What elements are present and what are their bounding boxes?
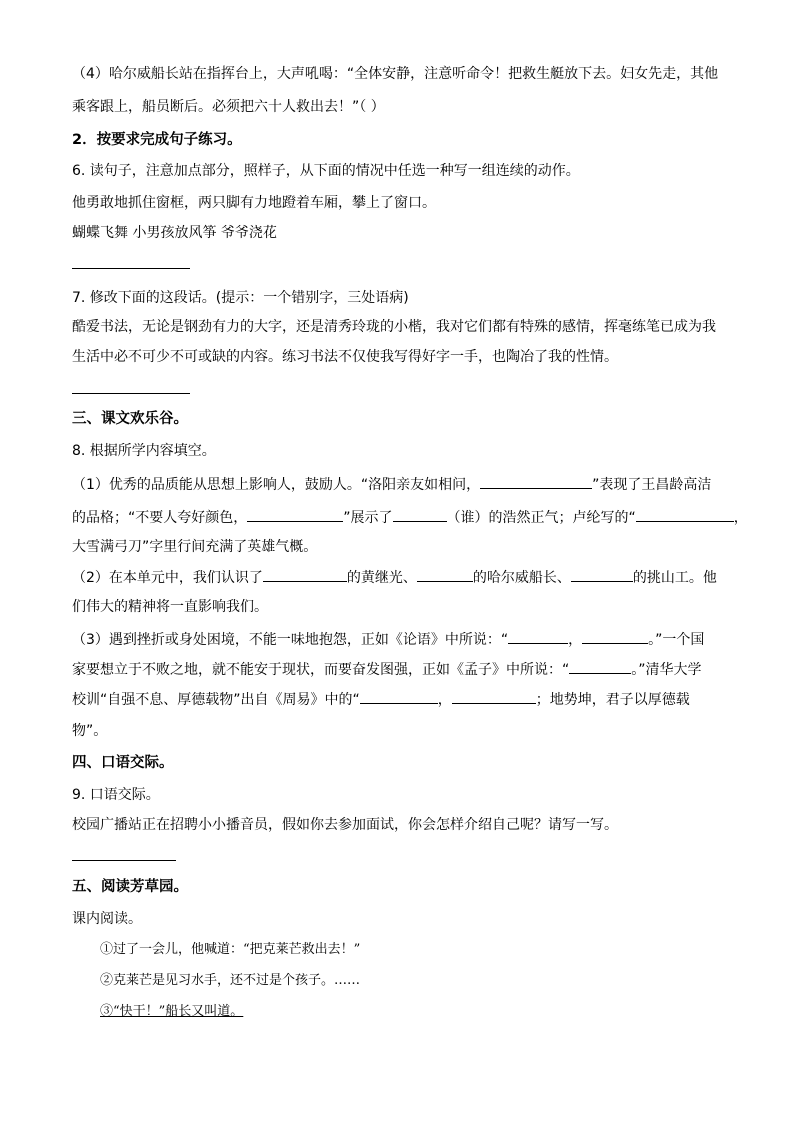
q6-answer-line[interactable] (72, 268, 190, 269)
q8-prompt: 8. 根据所学内容填空。 (72, 443, 216, 459)
q8-p2-text-b: 的黄继光、 (346, 570, 417, 586)
q8-part3-line3 (72, 689, 690, 710)
section3-heading: 三、课文欢乐谷。 (72, 411, 188, 427)
q8-p3-text-b: ， (568, 632, 583, 648)
q8-p3-text-e: 。”清华大学 (631, 662, 702, 678)
q9-answer-line[interactable] (72, 860, 176, 861)
blank-lunyu-2[interactable] (582, 629, 648, 644)
q6-options: 蝴蝶飞舞 小男孩放风筝 爷爷浇花 (72, 225, 277, 241)
q7-prompt: 7. 修改下面的这段话。(提示：一个错别字，三处语病) (72, 290, 409, 306)
q8-part1-line1 (72, 474, 711, 495)
blank-huang[interactable] (263, 567, 347, 582)
reading-sentence-2: ②克莱芒是见习水手，还不过是个孩子。…… (100, 973, 361, 988)
section2-heading: 2．按要求完成句子练习。 (72, 132, 242, 148)
blank-captain[interactable] (417, 567, 473, 582)
blank-lunyu-1[interactable] (508, 629, 568, 644)
section4-heading: 四、口语交际。 (72, 755, 174, 771)
q8-part2-line2: 们伟大的精神将一直影响我们。 (72, 599, 268, 615)
q7-line2: 生活中必不可少不可或缺的内容。练习书法不仅使我写得好字一手，也陶冶了我的性情。 (72, 349, 618, 365)
blank-zhouyi-2[interactable] (452, 689, 536, 704)
q7-line1: 酷爱书法，无论是钢劲有力的大字，还是清秀玲珑的小楷，我对它们都有特殊的感情，挥毫练笔已成为我 (72, 319, 716, 335)
q8-part2-line1 (72, 567, 717, 588)
q8-p3-text-h: ；地势坤，君子以厚德载 (535, 692, 690, 708)
blank-poem-1[interactable] (480, 474, 592, 489)
q8-part3-line4: 物”。 (72, 723, 108, 739)
q9-prompt: 9. 口语交际。 (72, 787, 160, 803)
q8-p1-text-a: （1）优秀的品质能从思想上影响人，鼓励人。“洛阳亲友如相问， (72, 477, 481, 493)
q8-p1-text-c: 的品格；“不要人夸好颜色， (72, 510, 248, 526)
blank-poem-3[interactable] (636, 507, 734, 522)
reading-label: 课内阅读。 (72, 911, 142, 927)
blank-who[interactable] (393, 507, 447, 522)
q8-p3-text-a: （3）遇到挫折或身处困境，不能一味地抱怨，正如《论语》中所说：“ (72, 632, 509, 648)
q6-prompt: 6. 读句子，注意加点部分，照样子，从下面的情况中任选一种写一组连续的动作。 (72, 163, 580, 179)
q8-p1-text-d: ”展示了 (343, 510, 393, 526)
q8-p2-text-c: 的哈尔威船长、 (472, 570, 571, 586)
blank-mengzi[interactable] (569, 659, 631, 674)
reading-sentence-3: ③“快干！”船长又叫道。 (100, 1004, 244, 1019)
q8-part3-line2 (72, 659, 702, 680)
q8-p3-text-c: 。”一个国 (648, 632, 705, 648)
q7-answer-line[interactable] (72, 393, 190, 394)
q6-example: 他勇敢地抓住窗框，两只脚有力地蹬着车厢，攀上了窗口。 (72, 195, 436, 211)
q8-p3-text-f: 校训“自强不息、厚德载物”出自《周易》中的“ (72, 692, 360, 708)
q9-text: 校园广播站正在招聘小小播音员，假如你去参加面试，你会怎样介绍自己呢？请写一写。 (72, 817, 618, 833)
blank-zhouyi-1[interactable] (360, 689, 438, 704)
q8-p3-text-g: ， (437, 692, 452, 708)
q8-p1-text-f: ， (733, 510, 748, 526)
q8-part1-line2 (72, 507, 748, 528)
q8-part1-line3: 大雪满弓刀”字里行间充满了英雄气概。 (72, 539, 318, 555)
blank-poem-2[interactable] (247, 507, 343, 522)
reading-sentence-1: ①过了一会儿，他喊道：“把克莱芒救出去！” (100, 942, 361, 957)
q8-p2-text-d: 的挑山工。他 (632, 570, 717, 586)
q8-part3-line1 (72, 629, 704, 650)
blank-porter[interactable] (571, 567, 633, 582)
q5-item4-line1: （4）哈尔威船长站在指挥台上，大声吼喝：“全体安静，注意听命令！把救生艇放下去。妇女先走，其他 (72, 66, 719, 82)
section5-heading: 五、阅读芳草园。 (72, 879, 188, 895)
q5-item4-line2: 乘客跟上，船员断后。必须把六十人救出去！”（ ） (72, 99, 385, 115)
q8-p1-text-b: ”表现了王昌龄高洁 (592, 477, 712, 493)
q8-p2-text-a: （2）在本单元中，我们认识了 (72, 570, 263, 586)
q8-p3-text-d: 家要想立于不败之地，就不能安于现状，而要奋发图强，正如《孟子》中所说：“ (72, 662, 570, 678)
q8-p1-text-e: （谁）的浩然正气；卢纶写的“ (446, 510, 636, 526)
